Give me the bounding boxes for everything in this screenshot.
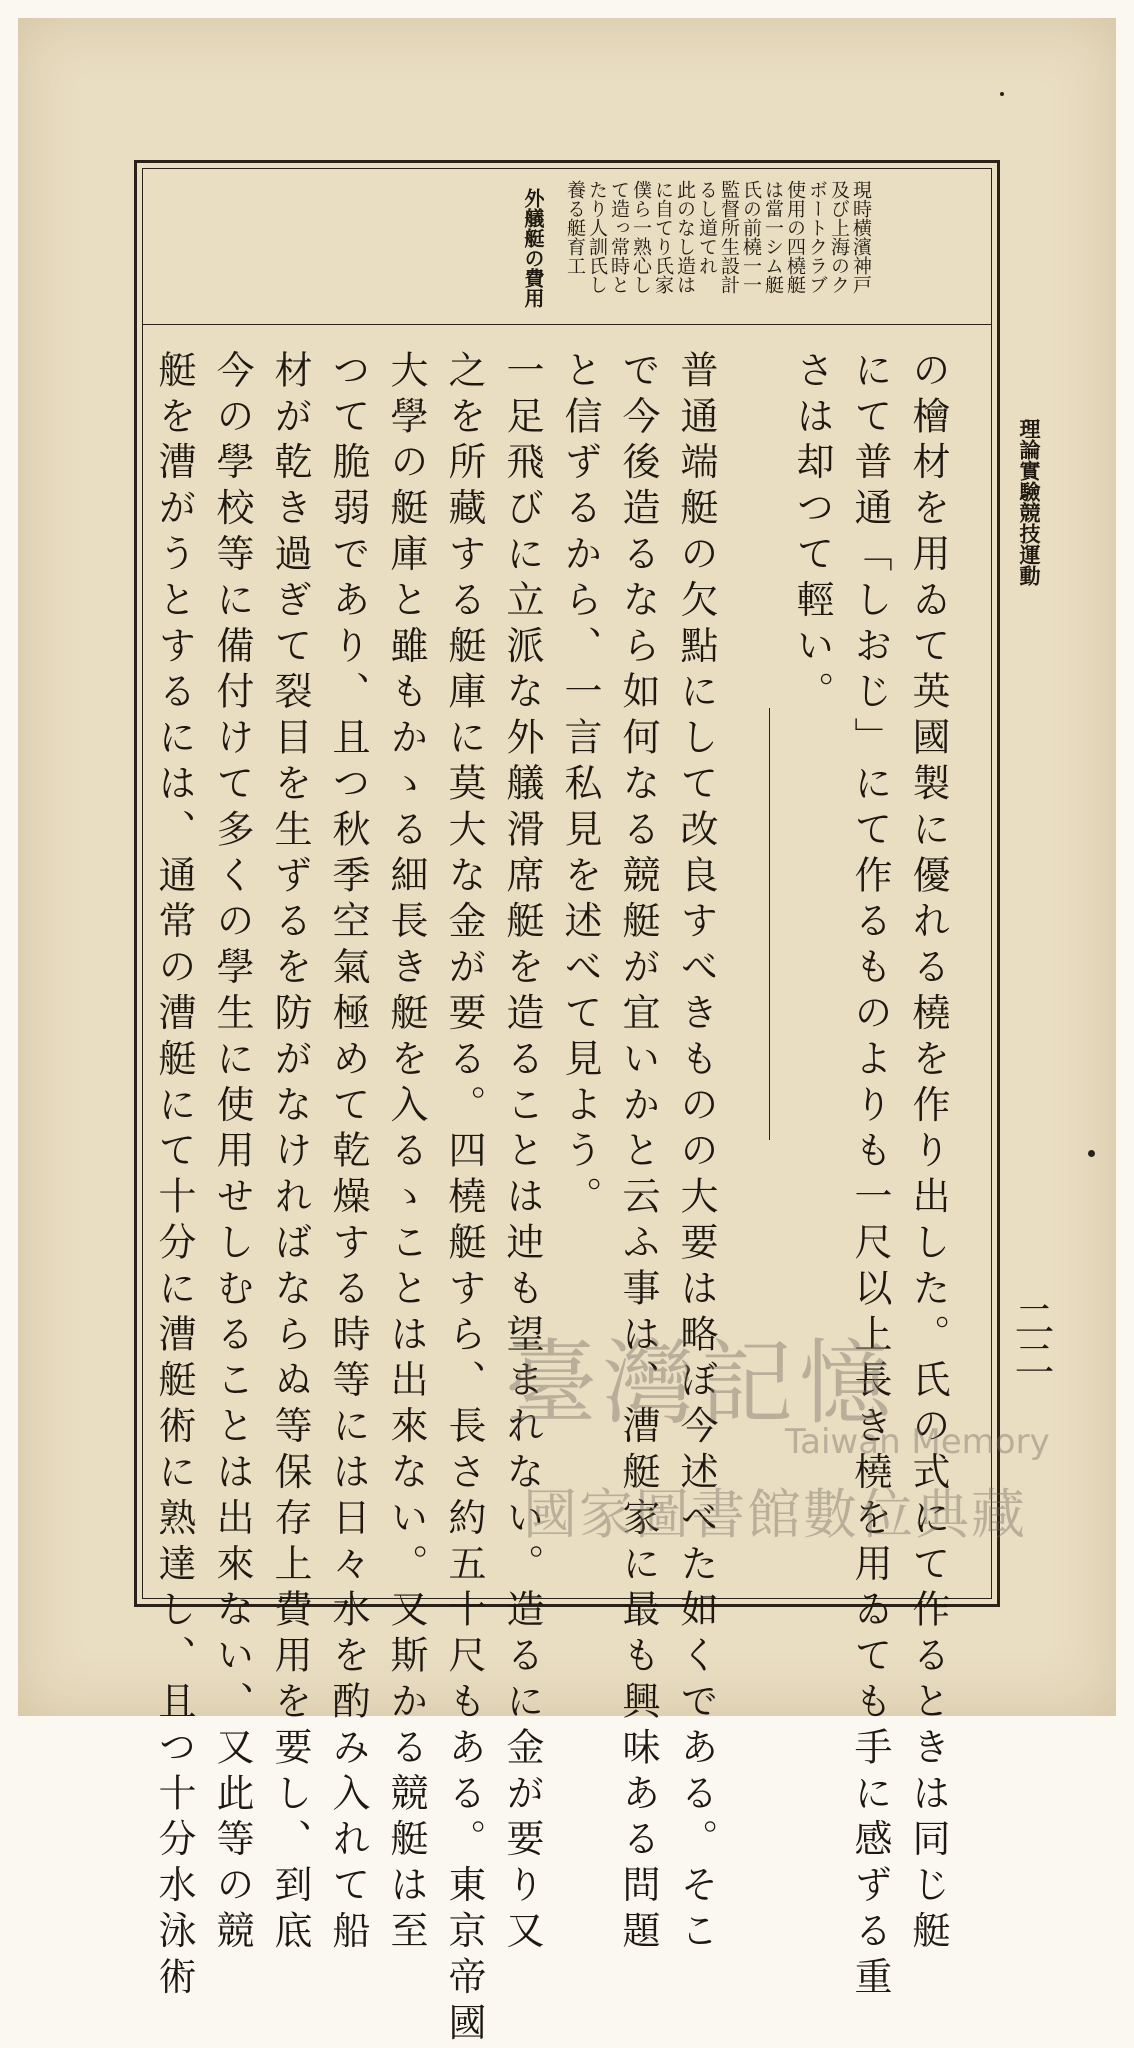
watermark-english: Taiwan Memory (785, 1422, 1050, 1462)
header-line: に自てり氏家 (652, 180, 674, 294)
body-column: つて脆弱であり、且つ秋季空氣極めて乾燥する時等には日々水を酌み入れて船 (326, 350, 370, 1957)
header-line: 氏の前橈一一 (740, 180, 762, 294)
body-column: 艇を漕がうとするには、通常の漕艇にて十分に漕艇術に熟達し、且つ十分水泳術 (152, 350, 196, 2003)
header-line: 僕ら一熟心し (630, 180, 652, 294)
header-line: 現時横濱神戸 (850, 180, 872, 294)
body-column: 今の學校等に備付けて多くの學生に使用せしむることは出來ない、又此等の競 (210, 350, 254, 1957)
body-column: 之を所藏する艇庫に莫大な金が要る。四橈艇すら、長さ約五十尺もある。東京帝國 (442, 350, 486, 2048)
body-column: 大學の艇庫と雖もかゝる細長き艇を入るゝことは出來ない。又斯かる競艇は至 (384, 350, 428, 1957)
section-rule (769, 708, 770, 1140)
header-line: 此のなし造は (674, 180, 696, 294)
body-column: の檜材を用ゐて英國製に優れる橈を作り出した。氏の式にて作るときは同じ艇 (906, 350, 950, 1957)
header-line: ボートクラブ (806, 180, 828, 294)
page-number: 二二 (1008, 1298, 1054, 1378)
header-label: 外艤艇の費用 (521, 188, 545, 308)
header-line: は當一シム艇 (762, 180, 784, 294)
body-column: 材が乾き過ぎて裂目を生ずるを防がなければならぬ等保存上費用を要し、到底 (268, 350, 312, 1957)
body-column: さは却つて輕い。 (790, 350, 834, 718)
header-line: 監督所生設計 (718, 180, 740, 294)
running-title: 理論實驗競技運動 (1017, 418, 1042, 586)
header-divider (142, 324, 992, 325)
body-column: と信ずるから、一言私見を述べて見よう。 (558, 350, 602, 1223)
header-line: て造っ常時と (608, 180, 630, 294)
header-line: 使用の四橈艇 (784, 180, 806, 294)
header-line: 養る艇育工 (564, 180, 586, 275)
header-line: るし道てれ (696, 180, 718, 275)
header-line: 及び上海のク (828, 180, 850, 294)
body-column: 普通端艇の欠點にして改良すべきものの大要は略ぼ今述べた如くである。そこ (674, 350, 718, 1957)
margin-dot (1000, 92, 1004, 96)
body-column: にて普通「しおじ」にて作るものよりも一尺以上長き橈を用ゐても手に感ずる重 (848, 350, 892, 2003)
watermark-subtitle: 國家圖書館數位典藏 (523, 1483, 1027, 1546)
margin-dot (1088, 1150, 1095, 1157)
body-column: で今後造るなら如何なる競艇が宜いかと云ふ事は、漕艇家に最も興味ある問題 (616, 350, 660, 1957)
watermark-main: 臺灣記憶 (505, 1330, 898, 1437)
header-line: たり人訓氏し (586, 180, 608, 294)
body-column: 一足飛びに立派な外艤滑席艇を造ることは迚も望まれない。造るに金が要り又 (500, 350, 544, 1957)
